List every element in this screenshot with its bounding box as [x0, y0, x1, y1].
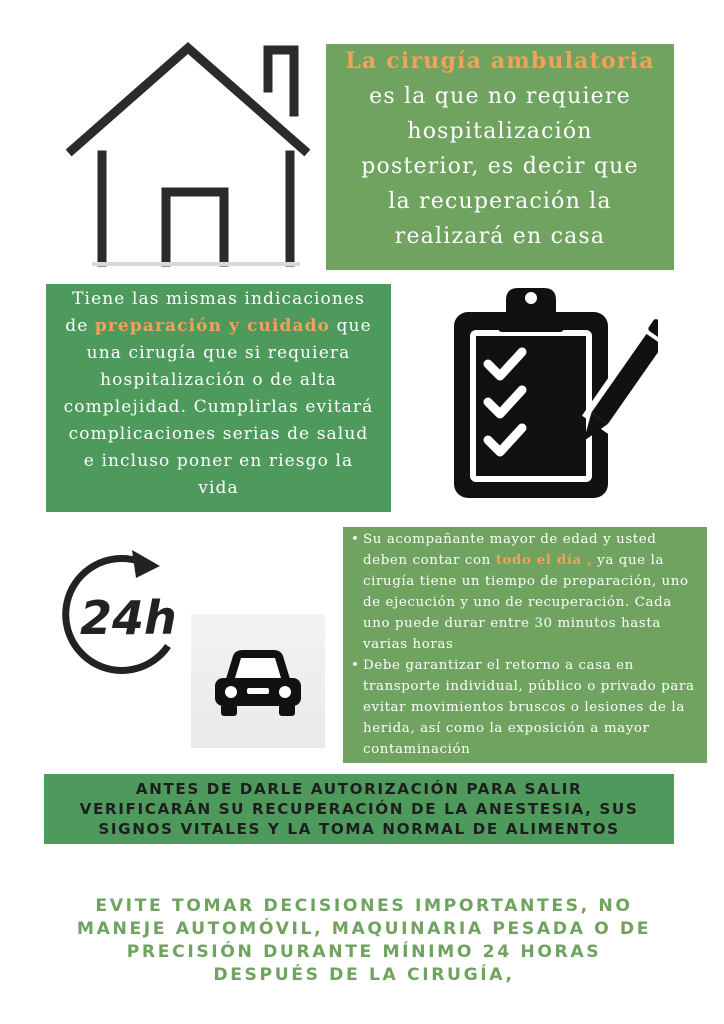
- warning-line: EVITE TOMAR DECISIONES IMPORTANTES, NO: [95, 896, 633, 916]
- bullet-text: ya que la cirugía tiene un tiempo de preparación, uno de ejecución y uno de recuperación. Cada uno puede durar entre 30 minutos hasta varias horas: [363, 553, 689, 652]
- instruction-line: e incluso poner en riesgo la: [83, 451, 354, 471]
- instruction-line: hospitalización o de alta: [100, 370, 337, 390]
- instruction-prefix: de: [65, 316, 95, 336]
- list-item: [349, 655, 701, 760]
- car-icon: [211, 642, 305, 722]
- definition-line: realizará en casa: [394, 224, 606, 249]
- 24h-icon: [60, 546, 190, 676]
- criteria-line: SIGNOS VITALES Y LA TOMA NORMAL DE ALIMENTOS: [98, 820, 620, 838]
- instruction-line: Tiene las mismas indicaciones: [72, 289, 365, 309]
- discharge-criteria: [44, 774, 674, 844]
- list-item: [349, 529, 701, 655]
- warning-line: DESPUÉS DE LA CIRUGÍA,: [213, 965, 515, 985]
- definition-line: es la que no requiere: [369, 84, 631, 109]
- info-list: [349, 529, 701, 760]
- instruction-suffix: que: [330, 316, 372, 336]
- preparation-instructions: [46, 284, 391, 512]
- bullet-text: Su acompañante mayor de edad y usted deben contar con: [363, 532, 657, 568]
- post-surgery-warning: [40, 895, 688, 987]
- ambulatory-surgery-definition: [326, 44, 674, 270]
- instruction-line: vida: [198, 478, 239, 498]
- bullet-highlight: todo el día ,: [495, 552, 593, 568]
- criteria-line: ANTES DE DARLE AUTORIZACIÓN PARA SALIR: [135, 780, 583, 798]
- warning-line: PRECISIÓN DURANTE MÍNIMO 24 HORAS: [126, 942, 602, 962]
- instruction-highlight: preparación y cuidado: [94, 316, 331, 336]
- instruction-line-highlight: [46, 313, 391, 340]
- bullet-text: Debe garantizar el retorno a casa en transporte individual, público o privado para evitar movimientos bruscos o lesiones de la herida, así como la exposición a mayor contaminación: [363, 658, 695, 757]
- car-panel: [191, 614, 325, 748]
- warning-line: MANEJE AUTOMÓVIL, MAQUINARIA PESADA O DE: [76, 919, 652, 939]
- checklist-clipboard-icon: [448, 282, 658, 504]
- house-icon: [60, 40, 310, 270]
- definition-line: la recuperación la: [388, 189, 612, 214]
- instruction-line: complicaciones serias de salud: [68, 424, 369, 444]
- instruction-line: complejidad. Cumplirlas evitará: [63, 397, 374, 417]
- criteria-line: VERIFICARÁN SU RECUPERACIÓN DE LA ANESTESIA, SUS: [79, 800, 639, 818]
- instruction-line: una cirugía que si requiera: [86, 343, 351, 363]
- 24h-label: 24h: [80, 591, 177, 645]
- definition-highlight: La cirugía ambulatoria: [345, 48, 655, 74]
- definition-line: hospitalización: [407, 119, 593, 144]
- companion-and-transport-info: [343, 527, 707, 763]
- definition-line: posterior, es decir que: [361, 154, 639, 179]
